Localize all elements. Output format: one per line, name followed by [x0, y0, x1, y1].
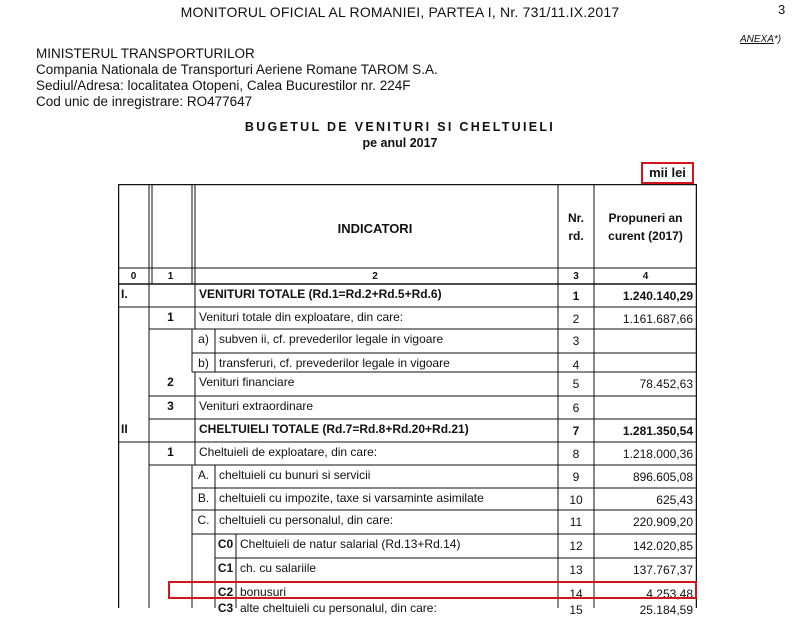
indicator-text: Venituri extraordinare [199, 399, 314, 413]
row-code: 1 [167, 310, 174, 324]
row-number: 1 [572, 289, 580, 303]
row-number: 15 [569, 603, 583, 617]
indicator-text: cheltuieli cu impozite, taxe si varsaminte asimilate [219, 491, 484, 505]
company-name: Compania Nationala de Transporturi Aeriene Romane TAROM S.A. [36, 62, 438, 77]
row-number: 4 [572, 358, 580, 372]
row-code: II [121, 422, 128, 436]
row-number: 6 [572, 401, 580, 415]
header-proposal-line2: curent (2017) [608, 229, 683, 243]
row-number: 8 [572, 447, 580, 461]
row-number: 9 [572, 470, 580, 484]
indicator-text: cheltuieli cu personalul, din care: [219, 513, 394, 527]
row-code: C1 [217, 561, 234, 575]
indicator-text: cheltuieli cu bunuri si servicii [219, 468, 371, 482]
column-number-2: 2 [372, 271, 378, 282]
row-code: b) [198, 356, 209, 370]
row-number: 11 [569, 515, 583, 529]
row-number: 14 [569, 587, 583, 601]
document-title: BUGETUL DE VENITURI SI CHELTUIELI [244, 120, 556, 134]
indicator-text: alte cheltuieli cu personalul, din care: [240, 601, 437, 615]
row-code: 3 [167, 399, 174, 413]
page-number: 3 [778, 2, 786, 17]
row-code: C0 [217, 537, 234, 551]
proposal-value: 4.253,48 [646, 587, 693, 601]
row-code: A. [197, 468, 210, 482]
indicator-text: Cheltuieli de exploatare, din care: [199, 445, 378, 459]
header-row-number-line2: rd. [568, 229, 584, 243]
proposal-value: 1.240.140,29 [622, 289, 693, 303]
proposal-value: 78.452,63 [639, 377, 693, 391]
row-code: 1 [167, 445, 174, 459]
indicator-text: subven ii, cf. prevederilor legale in vigoare [219, 332, 444, 346]
registration-code: Cod unic de inregistrare: RO477647 [36, 94, 253, 109]
row-code: B. [197, 491, 210, 505]
row-code: I. [121, 287, 128, 301]
indicator-text: VENITURI TOTALE (Rd.1=Rd.2+Rd.5+Rd.6) [199, 287, 442, 301]
indicator-text: Venituri totale din exploatare, din care: [199, 310, 404, 324]
header-proposal-line1: Propuneri an [608, 211, 683, 225]
row-number: 3 [572, 334, 580, 348]
row-number: 7 [572, 424, 580, 438]
proposal-value: 625,43 [656, 493, 693, 507]
proposal-value: 25.184,59 [639, 603, 693, 617]
proposal-value: 1.281.350,54 [622, 424, 693, 438]
row-number: 12 [569, 539, 583, 553]
proposal-value: 220.909,20 [632, 515, 693, 529]
header-indicators: INDICATORI [337, 221, 413, 236]
unit-label: mii lei [641, 162, 694, 184]
proposal-value: 1.218.000,36 [622, 447, 693, 461]
proposal-value: 137.767,37 [632, 563, 693, 577]
row-code: a) [198, 332, 209, 346]
indicator-text: CHELTUIELI TOTALE (Rd.7=Rd.8+Rd.20+Rd.21) [199, 422, 469, 436]
row-code: C2 [217, 585, 234, 599]
proposal-value: 896.605,08 [632, 470, 693, 484]
column-number-0: 0 [130, 271, 137, 282]
indicator-text: transferuri, cf. prevederilor legale in vigoare [219, 356, 450, 370]
proposal-value: 142.020,85 [632, 539, 693, 553]
row-number: 10 [569, 493, 583, 507]
document-subtitle: pe anul 2017 [362, 136, 438, 150]
company-address: Sediul/Adresa: localitatea Otopeni, Calea Bucurestilor nr. 224F [36, 78, 411, 93]
column-number-3: 3 [573, 271, 579, 282]
publication-header: MONITORUL OFICIAL AL ROMANIEI, PARTEA I, Nr. 731/11.IX.2017 [180, 4, 620, 20]
indicator-text: ch. cu salariile [240, 561, 317, 575]
row-code: C. [197, 513, 210, 527]
indicator-text: Cheltuieli de natur salarial (Rd.13+Rd.14) [240, 537, 461, 551]
annex-link: ANEXA [740, 34, 774, 45]
header-row-number-line1: Nr. [567, 211, 584, 225]
annex-suffix: *) [773, 34, 782, 45]
proposal-value: 1.161.687,66 [622, 312, 693, 326]
column-number-1: 1 [167, 271, 174, 282]
row-code: 2 [167, 375, 174, 389]
indicator-text: Venituri financiare [199, 375, 295, 389]
column-number-4: 4 [642, 271, 649, 282]
indicator-text: bonusuri [240, 585, 287, 599]
row-code: C3 [217, 601, 234, 615]
annex-label [740, 34, 781, 45]
row-number: 2 [572, 312, 580, 326]
ministry-name: MINISTERUL TRANSPORTURILOR [36, 46, 255, 61]
highlight-box [168, 581, 697, 599]
row-number: 5 [572, 377, 580, 391]
row-number: 13 [569, 563, 583, 577]
